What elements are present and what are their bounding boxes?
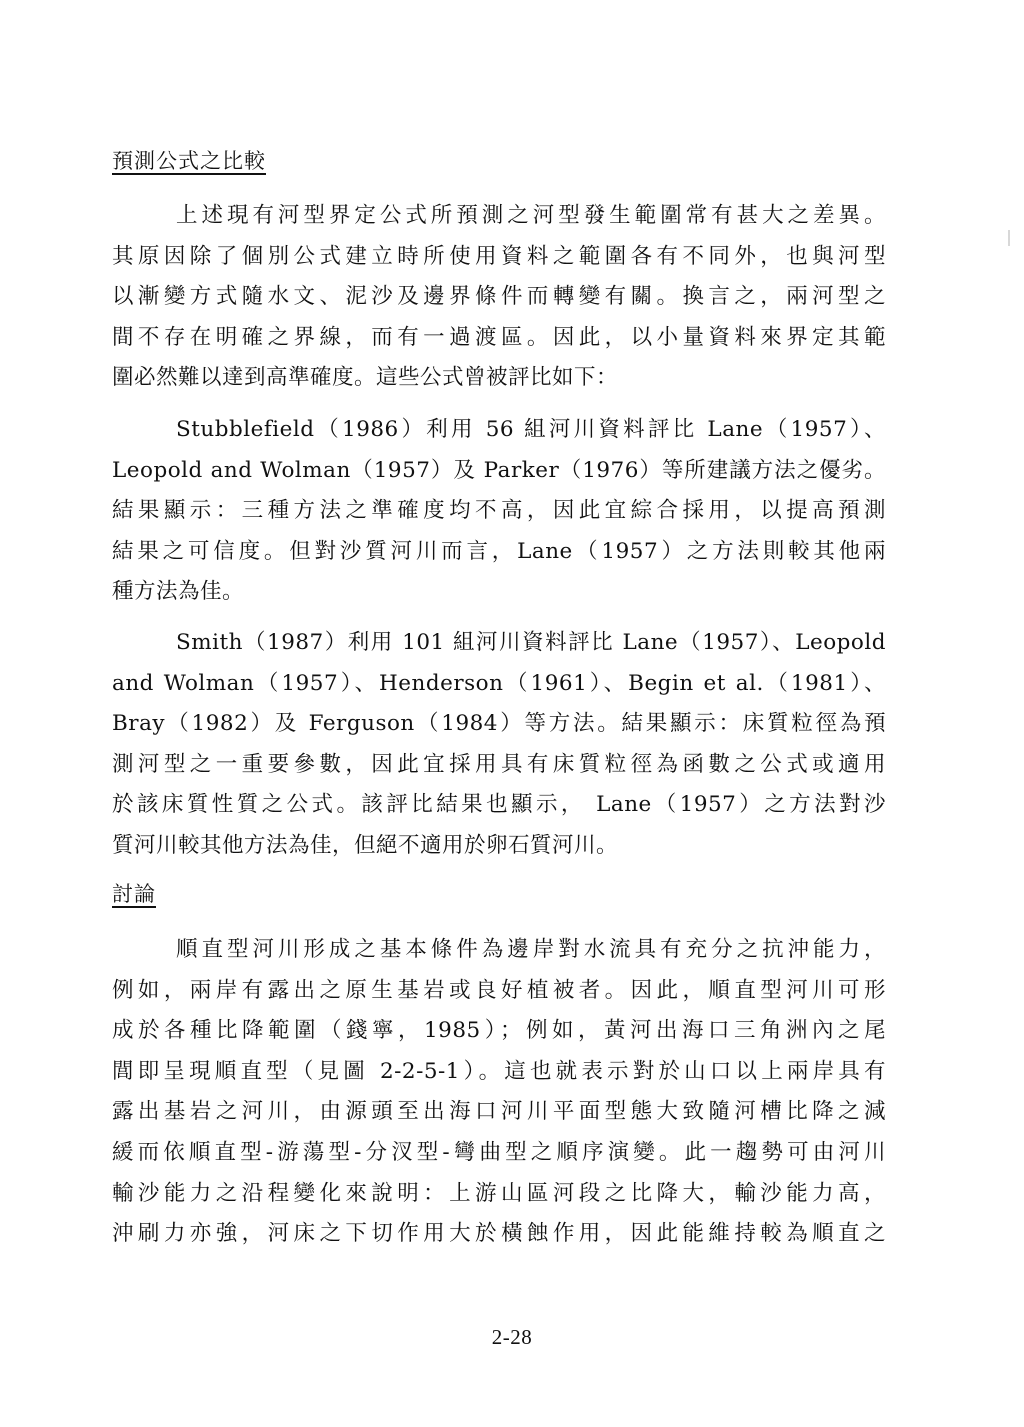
paragraph-line: 其原因除了個別公式建立時所使用資料之範圍各有不同外，也與河型 (112, 243, 886, 269)
paragraph-line: 成於各種比降範圍（錢寧，1985）；例如，黃河出海口三角洲內之尾 (112, 1018, 886, 1044)
paragraph-line: 結果顯示：三種方法之準確度均不高，因此宜綜合採用，以提高預測 (112, 498, 886, 524)
paragraph-line: 例如，兩岸有露出之原生基岩或良好植被者。因此，順直型河川可形 (112, 977, 886, 1003)
paragraph-line: 間不存在明確之界線，而有一過渡區。因此，以小量資料來界定其範 (112, 324, 886, 350)
paragraph-line: 露出基岩之河川，由源頭至出海口河川平面型態大致隨河槽比降之減 (112, 1099, 886, 1125)
paragraph-line: 閭即呈現順直型（見圖 2-2-5-1）。這也就表示對於山口以上兩岸具有 (112, 1058, 886, 1084)
paragraph-line: 結果之可信度。但對沙質河川而言，Lane（1957）之方法則較其他兩 (112, 538, 886, 564)
section-heading-discussion: 討論 (112, 882, 156, 906)
paragraph-line: 緩而依順直型-游蕩型-分汊型-彎曲型之順序演變。此一趨勢可由河川 (112, 1139, 886, 1165)
paragraph-line: 輸沙能力之沿程變化來說明：上游山區河段之比降大，輸沙能力高， (112, 1180, 886, 1206)
section-heading-formula-comparison: 預測公式之比較 (112, 149, 266, 173)
paragraph-line: 於該床質性質之公式。該評比結果也顯示， Lane（1957）之方法對沙 (112, 792, 886, 818)
paragraph-straight-river (112, 930, 886, 1255)
paragraph-line: 圍必然難以達到高準確度。這些公式曾被評比如下： (112, 365, 619, 391)
page-number: 2-28 (491, 1325, 533, 1349)
paragraph-line: Bray（1982）及 Ferguson（1984）等方法。結果顯示：床質粒徑為預 (112, 711, 886, 737)
paragraph-line: Smith（1987）利用 101 組河川資料評比 Lane（1957）、Leopold (176, 630, 886, 655)
paragraph-line: 順直型河川形成之基本條件為邊岸對水流具有充分之抗沖能力， (176, 937, 886, 962)
scan-artifact-mark (1008, 230, 1010, 246)
paragraph-formula-differences (112, 196, 886, 399)
paragraph-line: 質河川較其他方法為佳，但絕不適用於卵石質河川。 (112, 832, 619, 858)
paragraph-line: Leopold and Wolman（1957）及 Parker（1976）等所建議方法之優劣。 (112, 457, 886, 483)
paragraph-line: 上述現有河型界定公式所預測之河型發生範圍常有甚大之差異。 (176, 203, 886, 228)
paragraph-smith (112, 623, 886, 867)
paragraph-line: 以漸變方式隨水文、泥沙及邊界條件而轉變有關。換言之，兩河型之 (112, 284, 886, 310)
paragraph-line: 種方法為佳。 (112, 579, 245, 605)
paragraph-line: and Wolman（1957）、Henderson（1961）、Begin et al.（1981）、 (112, 670, 886, 696)
paragraph-line: Stubblefield（1986）利用 56 組河川資料評比 Lane（1957）、 (176, 417, 886, 442)
paragraph-line: 沖刷力亦強，河床之下切作用大於橫蝕作用，因此能維持較為順直之 (112, 1221, 886, 1247)
paragraph-stubblefield (112, 410, 886, 613)
paragraph-line: 測河型之一重要參數，因此宜採用具有床質粒徑為函數之公式或適用 (112, 751, 886, 777)
